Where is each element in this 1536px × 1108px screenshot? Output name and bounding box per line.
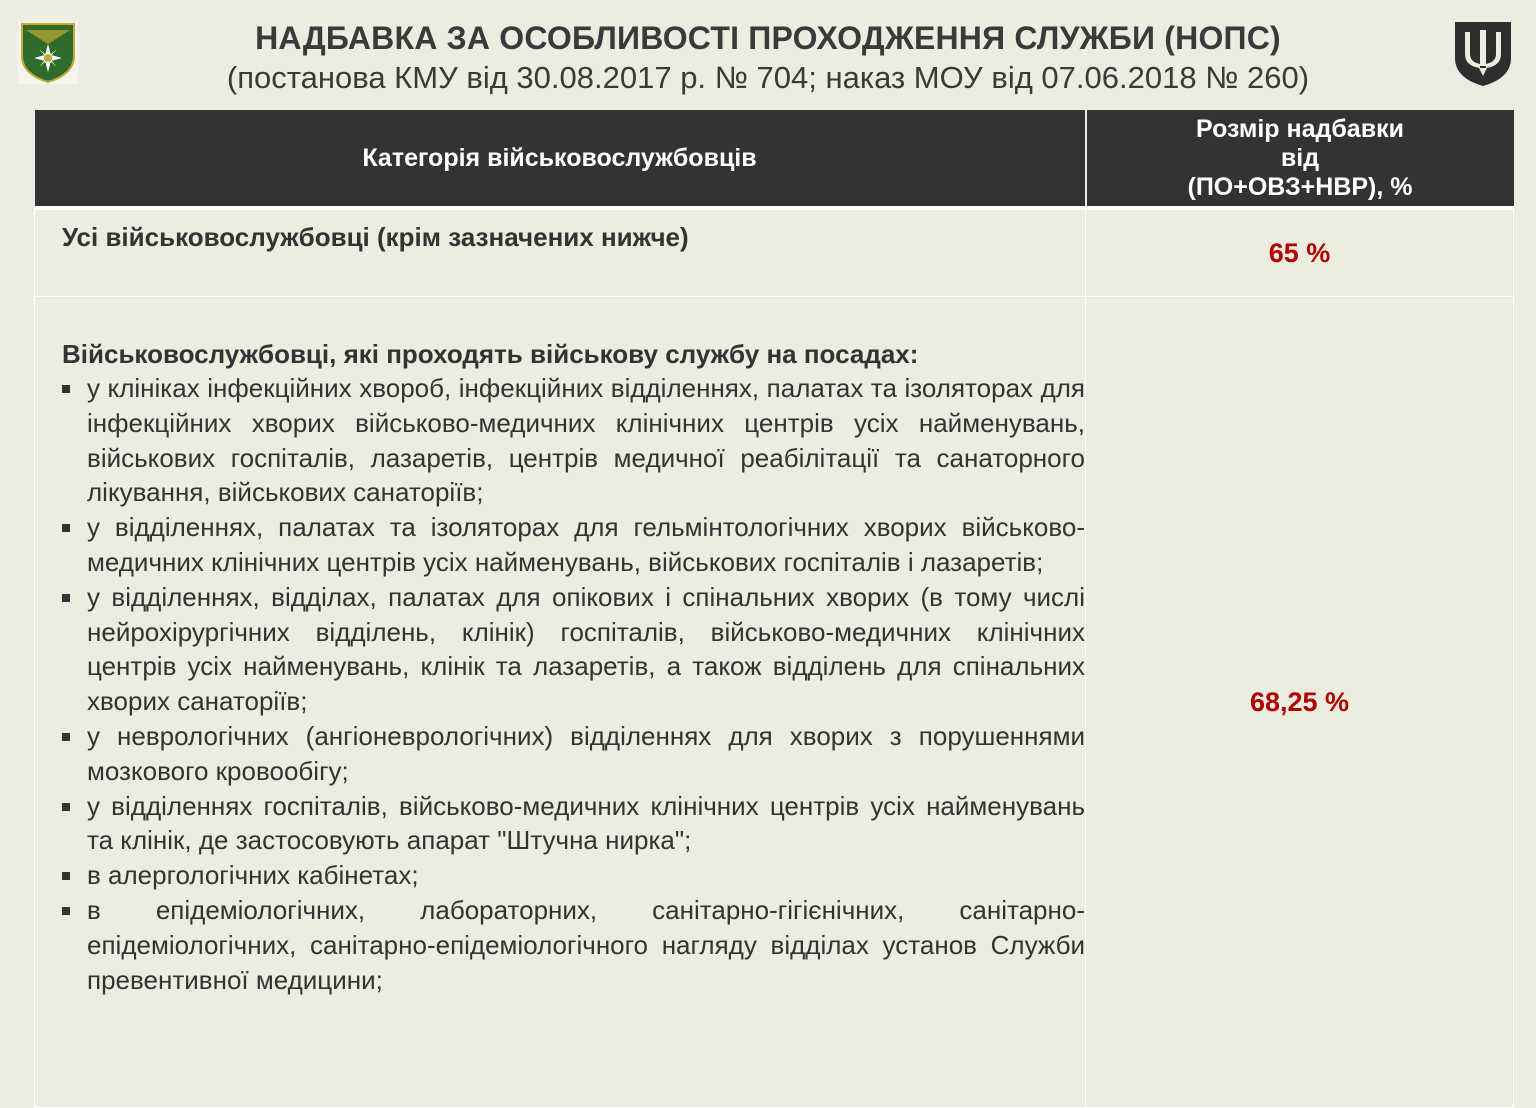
trident-shield-icon — [1451, 18, 1515, 88]
medical-forces-emblem-icon — [18, 20, 78, 84]
column-header-allowance-size: Розмір надбавки від (ПО+ОВЗ+НВР), % — [1086, 110, 1514, 208]
category-cell — [35, 297, 1086, 1108]
bullet-icon — [62, 524, 70, 532]
category-cell: Усі військовослужбовці (крім зазначених нижче) — [35, 208, 1086, 297]
bullet-icon — [62, 907, 70, 915]
column-header-category: Категорія військовослужбовців — [35, 110, 1086, 208]
list-item: у відділеннях госпіталів, військово-медичних клінічних центрів усіх найменувань та клінік, де застосовують апарат "Штучна нирка"; — [62, 789, 1085, 859]
bullet-icon — [62, 803, 70, 811]
bullet-icon — [62, 385, 70, 393]
allowance-value-cell: 65 % — [1086, 208, 1514, 297]
list-item: у клініках інфекційних хвороб, інфекційних відділеннях, палатах та ізоляторах для інфекційних хворих військово-медичних клінічних центрів усіх найменувань, військових госпіталів, лазаретів, центрів медичної реабілітації та санаторного лікування, військових санаторіїв; — [62, 371, 1085, 510]
list-item: в алергологічних кабінетах; — [62, 858, 1085, 893]
list-item: в епідеміологічних, лабораторних, санітарно-гігієнічних, санітарно-епідеміологічних, санітарно-епідеміологічного нагляду відділах установ Служби превентивної медицини; — [62, 893, 1085, 997]
bullet-icon — [62, 733, 70, 741]
table-row — [35, 297, 1514, 1108]
allowance-value-cell: 68,25 % — [1086, 297, 1514, 1108]
allowance-table — [34, 110, 1514, 1108]
table-row — [35, 208, 1514, 297]
table-header-row — [35, 110, 1514, 208]
page-title: НАДБАВКА ЗА ОСОБЛИВОСТІ ПРОХОДЖЕННЯ СЛУЖБИ (НОПС) — [255, 20, 1281, 56]
category-heading: Військовослужбовці, які проходять військову службу на посадах: — [62, 339, 919, 369]
bullet-icon — [62, 872, 70, 880]
list-item: у відділеннях, палатах та ізоляторах для гельмінтологічних хворих військово-медичних клінічних центрів усіх найменувань, військових госпіталів і лазаретів; — [62, 510, 1085, 580]
position-list — [62, 371, 1085, 997]
list-item: у неврологічних (ангіоневрологічних) відділеннях для хворих з порушеннями мозкового кровообігу; — [62, 719, 1085, 789]
bullet-icon — [62, 594, 70, 602]
page-subtitle: (постанова КМУ від 30.08.2017 р. № 704; наказ МОУ від 07.06.2018 № 260) — [226, 60, 1310, 95]
list-item: у відділеннях, відділах, палатах для опікових і спінальних хворих (в тому числі нейрохірургічних відділень, клінік) госпіталів, військово-медичних клінічних центрів усіх найменувань, клінік та лазаретів, а також відділень для спінальних хворих санаторіїв; — [62, 580, 1085, 719]
